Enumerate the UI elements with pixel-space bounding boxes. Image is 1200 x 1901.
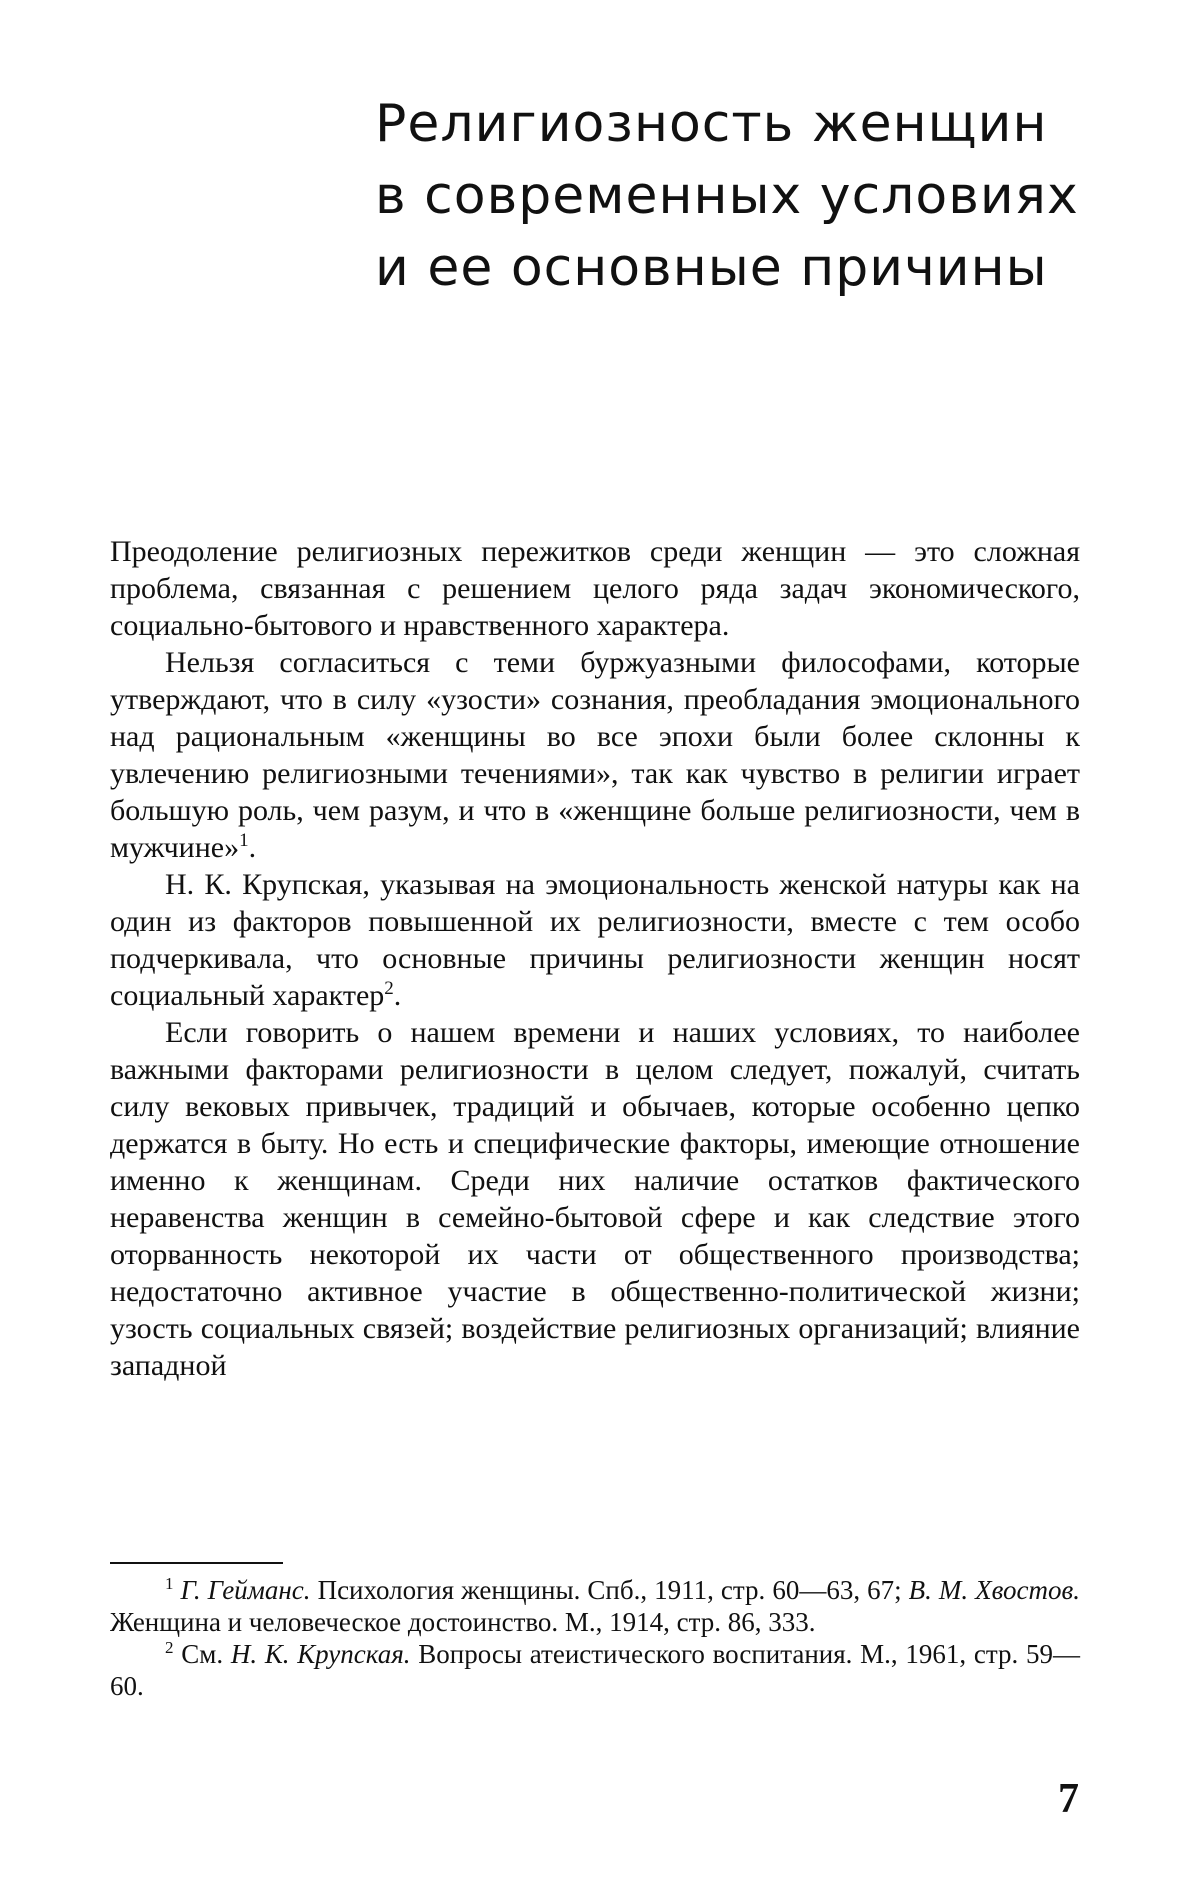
footnote-2-prefix: См. bbox=[173, 1639, 231, 1669]
footnote-2-text: Вопросы атеистического воспитания. М., 1961, стр. 59—60. bbox=[110, 1639, 1080, 1701]
footnote-1-author-1: Г. Гейманс. bbox=[180, 1575, 311, 1605]
paragraph-3-text: Н. К. Крупская, указывая на эмоциональность женской натуры как на один из факторов повышенной их религиозности, вместе с тем особо подчеркивала, что основные причины религиозности женщин носят социальный характер bbox=[110, 868, 1080, 1012]
chapter-title-line-1: Религиозность женщин bbox=[375, 94, 1048, 154]
paragraph-4: Если говорить о нашем времени и наших условиях, то наиболее важными факторами религиозности в целом следует, пожалуй, считать силу вековых привычек, традиций и обычаев, которые особенно цепко держатся в быту. Но есть и специфические факторы, имеющие отношение именно к женщинам. Среди них наличие остатков фактического неравенства женщин в семейно-бытовой сфере и как следствие этого оторванность некоторой их части от общественного производства; недостаточно активное участие в общественно-политической жизни; узость социальных связей; воздействие религиозных организаций; влияние западной bbox=[110, 1016, 1080, 1382]
page-number: 7 bbox=[1058, 1776, 1079, 1822]
paragraph-2 bbox=[110, 644, 1080, 866]
chapter-title bbox=[375, 88, 1095, 304]
footnote-1-author-2: В. М. Хвостов. bbox=[908, 1575, 1080, 1605]
footnote-1 bbox=[110, 1574, 1080, 1638]
footnote-2 bbox=[110, 1638, 1080, 1702]
paragraph-1: Преодоление религиозных пережитков среди женщин — это сложная проблема, связанная с решением целого ряда задач экономического, социально-бытового и нравственного характера. bbox=[110, 535, 1080, 642]
paragraph-3 bbox=[110, 866, 1080, 1014]
paragraph-2-end: . bbox=[248, 831, 257, 864]
footnote-ref-1: 1 bbox=[239, 830, 249, 851]
footnote-1-mark: 1 bbox=[165, 1574, 174, 1593]
footnote-1-text-2: Женщина и человеческое достоинство. М., 1914, стр. 86, 333. bbox=[110, 1607, 816, 1637]
footnote-2-author: Н. К. Крупская. bbox=[230, 1639, 411, 1669]
chapter-title-line-3: и ее основные причины bbox=[375, 238, 1048, 298]
footnotes bbox=[110, 1574, 1080, 1702]
footnote-ref-2: 2 bbox=[384, 978, 394, 999]
chapter-title-line-2: в современных условиях bbox=[375, 166, 1079, 226]
footnote-2-mark: 2 bbox=[165, 1638, 174, 1657]
body-text bbox=[110, 533, 1080, 1384]
paragraph-3-end: . bbox=[393, 979, 402, 1012]
footnote-divider bbox=[110, 1562, 283, 1564]
footnote-1-text-1: Психология женщины. Спб., 1911, стр. 60—63, 67; bbox=[310, 1575, 909, 1605]
paragraph-2-text: Нельзя согласиться с теми буржуазными философами, которые утверждают, что в силу «узости» сознания, преобладания эмоционального над рациональным «женщины во все эпохи были более склонны к увлечению религиозными течениями», так как чувство в религии играет большую роль, чем разум, и что в «женщине больше религиозности, чем в мужчине» bbox=[110, 646, 1080, 864]
